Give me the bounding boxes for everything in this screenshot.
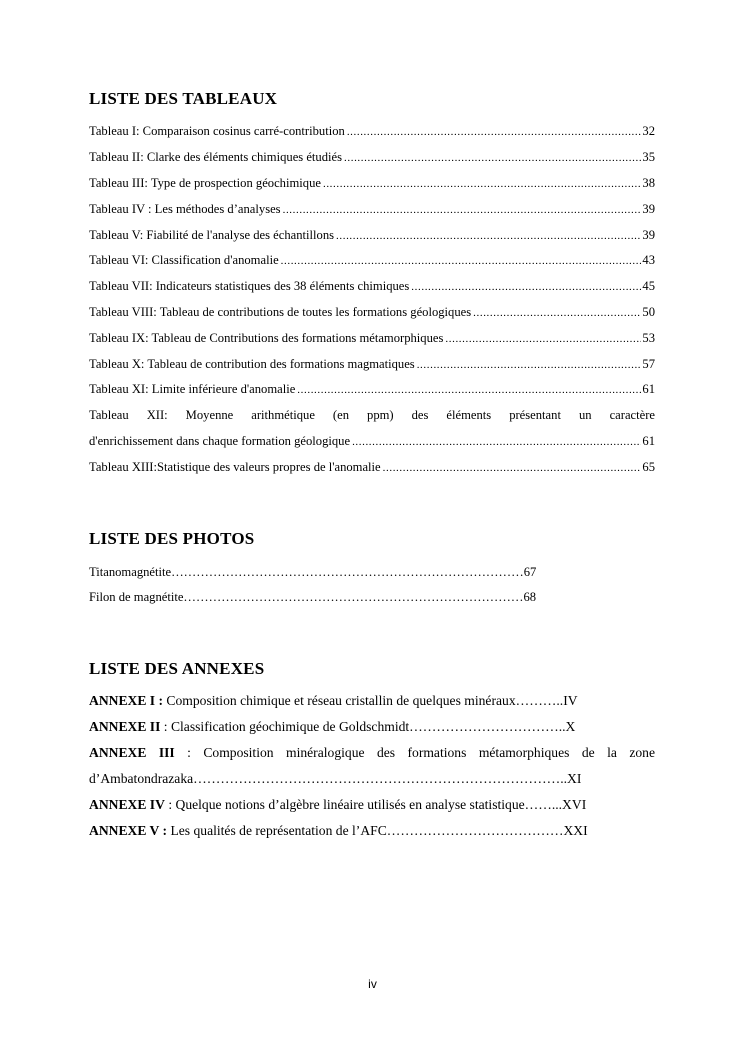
annex-entry-3-line-2: d’Ambatondrazaka………………………………………………………………………..XI — [89, 771, 582, 786]
toc-entry-label: Tableau II: Clarke des éléments chimiques étudiés — [89, 150, 343, 164]
annex-text: Composition chimique et réseau cristallin de quelques minéraux………..IV — [166, 693, 578, 708]
toc-entry-page: 61 — [642, 382, 655, 396]
toc-entry-tableau-10 — [89, 356, 655, 372]
toc-leader — [411, 279, 641, 294]
toc-entry-label: Tableau VIII: Tableau de contributions de toutes les formations géologiques — [89, 305, 472, 319]
toc-entry-page: 57 — [642, 357, 655, 371]
toc-leader — [445, 331, 641, 346]
annex-label: ANNEXE III — [89, 745, 175, 760]
annex-entry-3 — [89, 744, 655, 762]
annex-label: ANNEXE V : — [89, 823, 171, 838]
toc-entry-page: 32 — [642, 124, 655, 138]
toc-leader — [344, 150, 641, 165]
annex-entry-4 — [89, 796, 586, 814]
toc-entry-tableau-8 — [89, 304, 655, 320]
toc-entry-tableau-3 — [89, 175, 655, 191]
toc-entry-tableau-13 — [89, 459, 655, 475]
toc-leader — [323, 176, 641, 191]
toc-entry-page: 61 — [642, 434, 655, 448]
toc-leader — [417, 357, 642, 372]
annex-label: ANNEXE II — [89, 719, 161, 734]
toc-entry-label: Tableau XI: Limite inférieure d'anomalie — [89, 382, 296, 396]
tableaux-title: LISTE DES TABLEAUX — [89, 89, 278, 108]
toc-leader — [283, 202, 642, 217]
toc-entry-page: 43 — [642, 253, 655, 267]
toc-entry-tableau-4 — [89, 201, 655, 217]
toc-leader — [352, 434, 641, 449]
toc-entry-label: Tableau IX: Tableau de Contributions des formations métamorphiques — [89, 331, 444, 345]
annex-text: : Classification géochimique de Goldschmidt……………………………..X — [160, 719, 576, 734]
toc-entry-label: Tableau X: Tableau de contribution des formations magmatiques — [89, 357, 415, 371]
annex-text: : Quelque notions d’algèbre linéaire utilisés en analyse statistique……...XVI — [164, 797, 587, 812]
toc-entry-tableau-2 — [89, 149, 655, 165]
toc-entry-tableau-12-line-2 — [89, 433, 655, 449]
toc-entry-tableau-6 — [89, 252, 655, 268]
toc-entry-page: 39 — [642, 202, 655, 216]
toc-entry-page: 65 — [642, 460, 655, 474]
toc-leader — [347, 124, 642, 139]
photo-entry-2: Filon de magnétite………………………………………………………………………68 — [89, 590, 537, 604]
toc-entry-page: 50 — [642, 305, 655, 319]
toc-entry-page: 38 — [642, 176, 655, 190]
toc-entry-label: Tableau IV : Les méthodes d’analyses — [89, 202, 281, 216]
toc-entry-label: Tableau VI: Classification d'anomalie — [89, 253, 279, 267]
toc-entry-label: Tableau I: Comparaison cosinus carré-contribution — [89, 124, 345, 138]
toc-entry-page: 39 — [642, 228, 655, 242]
annexes-title: LISTE DES ANNEXES — [89, 659, 265, 678]
toc-entry-label: Tableau VII: Indicateurs statistiques des 38 éléments chimiques — [89, 279, 410, 293]
annex-entry-2 — [89, 718, 575, 736]
toc-entry-tableau-1 — [89, 123, 655, 139]
annex-text: Les qualités de représentation de l’AFC…………………………………XXI — [170, 823, 588, 838]
toc-leader — [281, 253, 642, 268]
toc-entry-tableau-9 — [89, 330, 655, 346]
toc-leader — [297, 382, 641, 397]
annex-entry-1 — [89, 692, 578, 710]
toc-entry-tableau-12-line-1: Tableau XII: Moyenne arithmétique (en ppm) des éléments présentant un caractère — [89, 408, 655, 422]
toc-entry-label: Tableau V: Fiabilité de l'analyse des échantillons — [89, 228, 335, 242]
toc-leader — [473, 305, 641, 320]
page-number: iv — [368, 977, 377, 991]
toc-entry-label: Tableau III: Type de prospection géochimique — [89, 176, 321, 190]
toc-entry-page: 53 — [642, 331, 655, 345]
toc-entry-tableau-11 — [89, 381, 655, 397]
toc-entry-label: Tableau XIII:Statistique des valeurs propres de l'anomalie — [89, 460, 381, 474]
toc-entry-tableau-5 — [89, 227, 655, 243]
toc-entry-page: 35 — [642, 150, 655, 164]
annex-entry-5 — [89, 822, 588, 840]
annex-label: ANNEXE I : — [89, 693, 167, 708]
toc-entry-label: d'enrichissement dans chaque formation géologique — [89, 434, 351, 448]
toc-entry-tableau-7 — [89, 278, 655, 294]
toc-entry-page: 45 — [642, 279, 655, 293]
toc-leader — [383, 460, 642, 475]
toc-leader — [336, 228, 641, 243]
annex-label: ANNEXE IV — [89, 797, 165, 812]
photo-entry-1: Titanomagnétite…………………………………………………………………………67 — [89, 565, 537, 579]
annex-text: : Composition minéralogique des formations métamorphiques de la zone — [174, 745, 656, 760]
photos-title: LISTE DES PHOTOS — [89, 529, 255, 548]
